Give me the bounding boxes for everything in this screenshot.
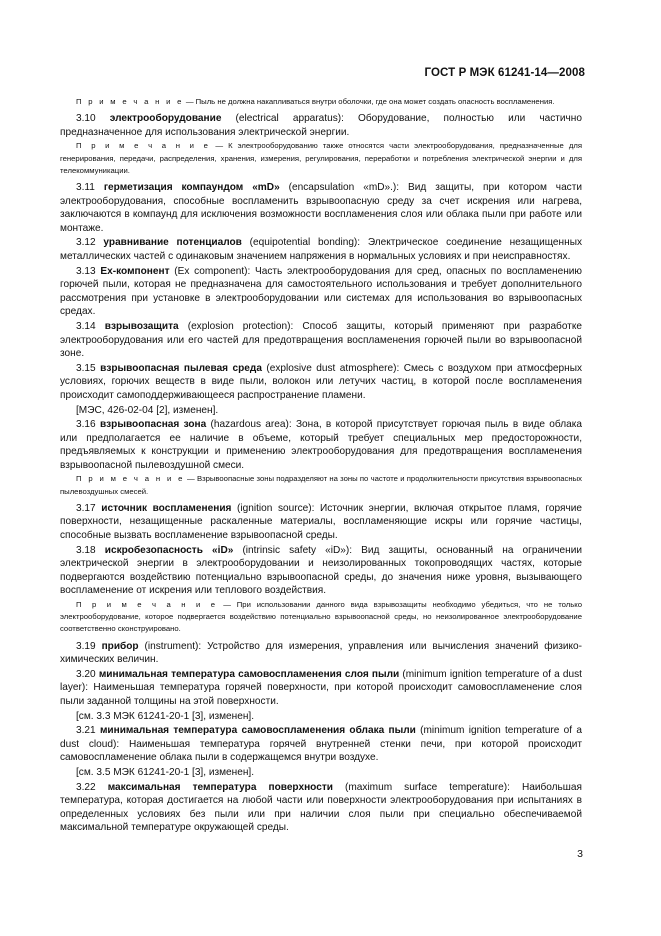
term-definition [60, 724, 582, 765]
term-name: минимальная температура самовоспламенения облака пыли [99, 725, 416, 737]
note-label: П р и м е ч а н и е [76, 474, 185, 484]
term-text: (equipotential bonding): Электрическое соединение незащищенных металлических частей с одинаковым значением напряжения в нормальных условиях и при неисправностях. [60, 237, 582, 262]
term-definition [60, 418, 582, 472]
term-definition [60, 781, 582, 835]
term-text: (encapsulation «mD».): Вид защиты, при котором части электрооборудования, способные воспламенить взрывоопасную среду за счет искрения или нагрева, заключаются в компаунд для исключения возможности воспламенения слоя или облака пыли при работе или монтаже. [60, 182, 582, 234]
term-number: 3.21 [76, 725, 96, 737]
term-number: 3.18 [76, 544, 96, 556]
term-number: 3.22 [76, 781, 96, 793]
note-paragraph [60, 599, 582, 636]
term-text: (ignition source): Источник энергии, включая открытое пламя, горячие поверхности, незащищенные раскаленные материалы, воспламеняющие искры или горячие частицы, способные вызвать воспламенение взрывоопасной среды. [60, 502, 582, 542]
reference-line: [см. 3.3 МЭК 61241-20-1 [3], изменен]. [76, 710, 255, 722]
term-name: уравнивание потенциалов [103, 237, 242, 249]
term-text: (instrument): Устройство для измерения, управления или вычисления значений физико-химических величин. [60, 640, 582, 666]
term-name: минимальная температура самовоспламенения слоя пыли [98, 668, 400, 680]
term-name: прибор [101, 640, 139, 652]
term-number: 3.15 [76, 362, 96, 374]
term-number: 3.13 [76, 265, 96, 277]
note-label: П р и м е ч а н и е [76, 141, 211, 151]
term-text: (minimum ignition temperature of a dust layer): Наименьшая температура горячей поверхности, при которой происходит самовоспламенение слоя пыли заданной толщины на этой поверхности. [60, 668, 582, 708]
term-text: (explosive dust atmosphere): Смесь с воздухом при атмосферных условиях, горючих веществ в виде пыли, волокон или летучих частиц, в которой после воспламенения происходит самоподдерживающееся распространение пламени. [60, 362, 582, 401]
standard-header: ГОСТ Р МЭК 61241-14—2008 [424, 67, 585, 79]
term-definition [60, 544, 582, 598]
term-number: 3.17 [76, 502, 96, 514]
note-text: — Взрывоопасные зоны подразделяют на зоны по частоте и продолжительности присутствия взрывоопасных пылевоздушных смесей. [60, 474, 582, 496]
term-definition [60, 112, 582, 139]
term-text: (minimum ignition temperature of a dust cloud): Наименьшая температура горячей внутренней стенки печи, при которой происходит самовоспламенение облака пыли в содержащемся внутри воздухе. [60, 725, 582, 764]
term-text: (maximum surface temperature): Наибольшая температура, которая достигается на любой части или поверхности электрооборудования при испытаниях в определенных условиях без пыли или при наличии слоя пыли при специально обеспечиваемой максимальной температуре окружающей среды. [60, 781, 582, 834]
page-number: 3 [577, 848, 583, 860]
note-paragraph [60, 473, 582, 497]
term-definition [60, 502, 582, 543]
note-label: П р и м е ч а н и е [76, 97, 184, 106]
term-name: максимальная температура поверхности [107, 781, 333, 793]
term-text: (intrinsic safety «iD»): Вид защиты, основанный на ограничении электрической энергии в электрооборудовании и неизолированных токопроводящих частях, которые подвергаются воздействию потенциально взрывоопасной среды, до значения ниже уровня, вызывающего воспламенение от искрения или теплового воздействия. [60, 544, 582, 597]
reference-line: [см. 3.5 МЭК 61241-20-1 [3], изменен]. [76, 766, 255, 778]
term-number: 3.20 [76, 668, 96, 680]
term-definition [60, 265, 582, 319]
term-definition [60, 362, 582, 403]
term-text: (explosion protection): Способ защиты, который применяют при разработке электрооборудования или его частей для предотвращения воспламенения горючей пыли во взрывоопасной зоне. [60, 320, 582, 360]
note-paragraph [60, 96, 582, 108]
term-name: Ex-компонент [100, 265, 170, 277]
term-name: герметизация компаундом «mD» [103, 182, 280, 193]
document-body [60, 96, 582, 836]
term-name: взрывоопасная зона [99, 419, 207, 431]
note-paragraph [60, 140, 582, 177]
term-definition [60, 181, 582, 235]
term-number: 3.19 [76, 640, 96, 652]
term-text: (electrical apparatus): Оборудование, полностью или частично предназначенное для использования электрической энергии. [60, 113, 582, 138]
term-text: (Ex component): Часть электрооборудования для сред, опасных по воспламенению горючей пыли, которая не предназначена для самостоятельного использования и требует дополнительного рассмотрения при установке в электрооборудовании или системах для использования во взрывоопасных средах. [60, 265, 582, 318]
term-number: 3.16 [76, 419, 96, 431]
term-definition [60, 236, 582, 263]
note-text: — К электрооборудованию также относятся части электрооборудования, предназначенные для генерирования, передачи, распределения, хранения, измерения, регулирования, переработки и потребления электрической энергии и для телекоммуникации. [60, 141, 582, 175]
note-text: — Пыль не должна накапливаться внутри оболочки, где она может создать опасность воспламенения. [183, 97, 555, 106]
term-name: взрывозащита [104, 320, 179, 332]
term-name: электрооборудование [109, 113, 222, 125]
term-number: 3.12 [76, 237, 96, 249]
term-text: (hazardous area): Зона, в которой присутствует горючая пыль в виде облака или предполагается ее наличие в объеме, который требует специальных мер предосторожности, предъявляемых к конструкции и применению электрооборудования для предотвращения воспламенения взрывоопасной пылевоздушной смеси. [60, 419, 582, 471]
term-name: искробезопасность «iD» [104, 544, 234, 556]
term-number: 3.11 [76, 182, 95, 193]
term-name: источник воспламенения [101, 502, 232, 514]
term-definition [60, 640, 582, 667]
term-number: 3.14 [76, 320, 96, 332]
term-name: взрывоопасная пылевая среда [100, 362, 262, 374]
note-label: П р и м е ч а н и е [76, 600, 218, 610]
term-definition [60, 668, 582, 709]
term-definition [60, 320, 582, 361]
note-text: — При использовании данного вида взрывозащиты необходимо убедиться, что не только электрооборудование, которое подвергается воздействию потенциально взрывоопасной среды, но неизолированное электрооборудование соответственно сконструировано. [60, 600, 582, 634]
term-number: 3.10 [76, 113, 96, 125]
reference-line: [МЭС, 426-02-04 [2], изменен]. [76, 404, 219, 416]
